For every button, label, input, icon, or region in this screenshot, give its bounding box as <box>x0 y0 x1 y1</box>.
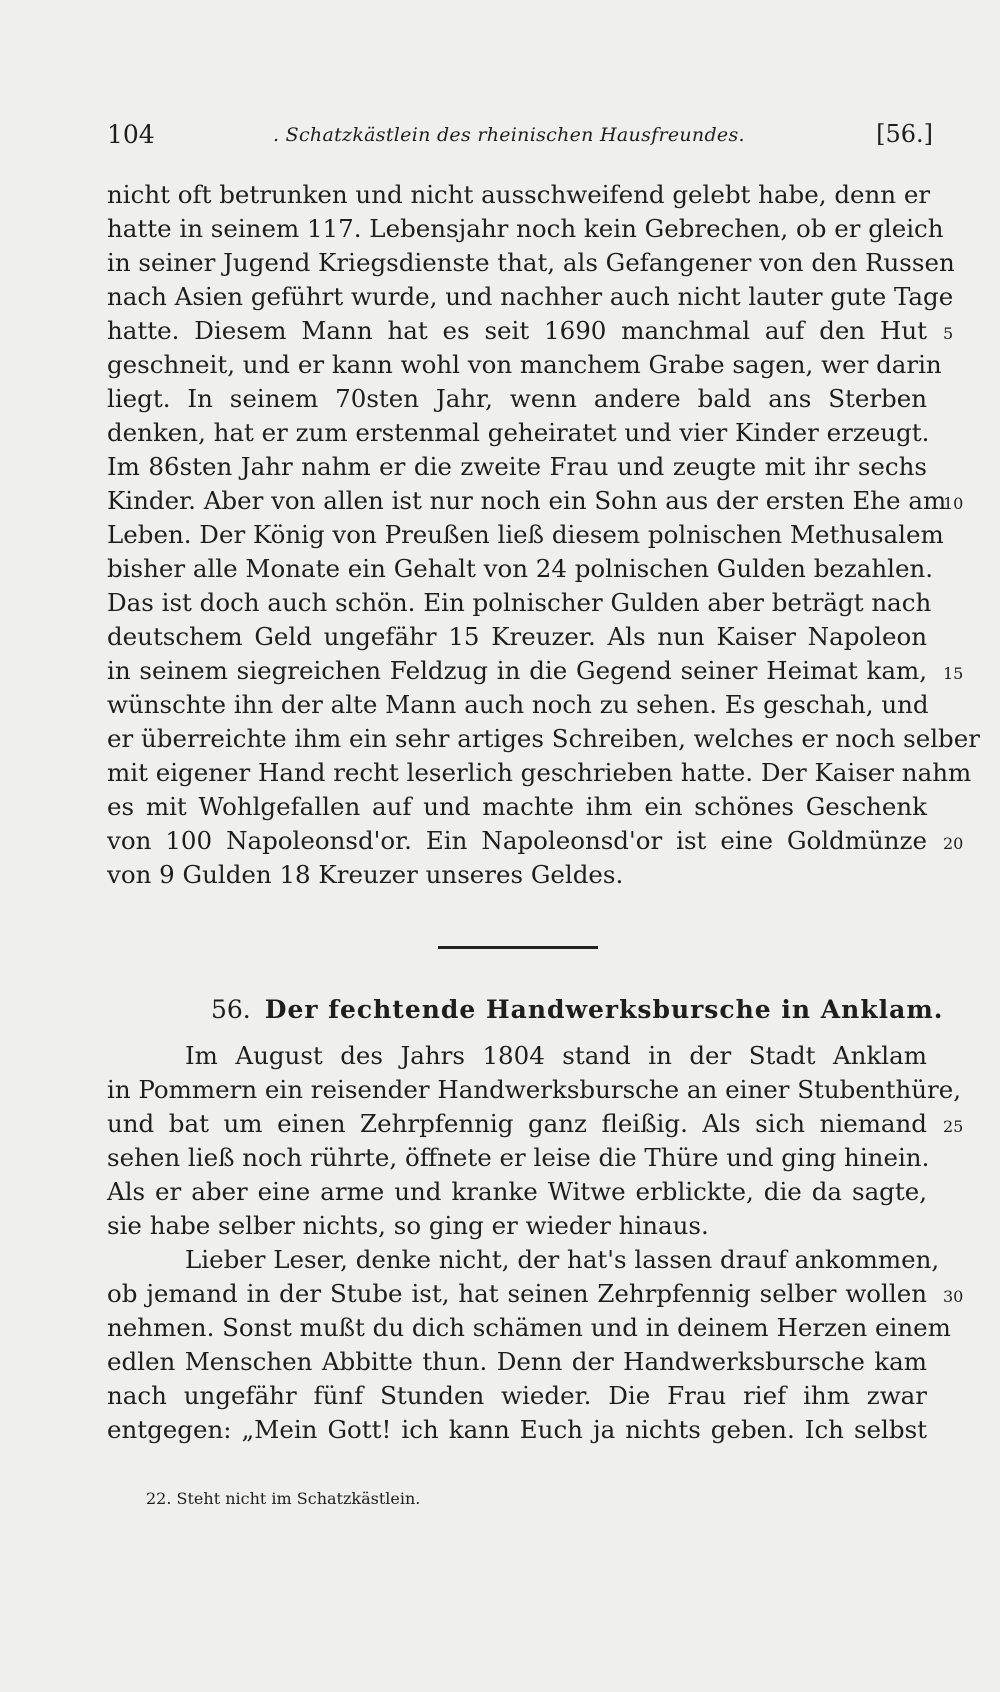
section-divider <box>438 946 598 949</box>
text-line: Im August des Jahrs 1804 stand in der Stadt Anklam <box>185 1041 927 1070</box>
text-line: entgegen: „Mein Gott! ich kann Euch ja nichts geben. Ich selbst <box>107 1415 927 1444</box>
text-line: sehen ließ noch rührte, öffnete er leise die Thüre und ging hinein. <box>107 1143 930 1172</box>
text-line: Das ist doch auch schön. Ein polnischer Gulden aber beträgt nach <box>107 588 932 617</box>
text-line: edlen Menschen Abbitte thun. Denn der Handwerksbursche kam <box>107 1347 927 1376</box>
margin-line-number: 30 <box>943 1287 964 1306</box>
story-number: 56. <box>211 995 251 1024</box>
text-line: mit eigener Hand recht leserlich geschrieben hatte. Der Kaiser nahm <box>107 758 972 787</box>
margin-line-number: 25 <box>943 1117 964 1136</box>
margin-line-number: 20 <box>943 834 964 853</box>
text-line: hatte in seinem 117. Lebensjahr noch kein Gebrechen, ob er gleich <box>107 214 944 243</box>
text-line: nach ungefähr fünf Stunden wieder. Die Frau rief ihm zwar <box>107 1381 927 1410</box>
page-header <box>107 120 933 156</box>
text-line: denken, hat er zum erstenmal geheiratet und vier Kinder erzeugt. <box>107 418 930 447</box>
text-line: liegt. In seinem 70sten Jahr, wenn andere bald ans Sterben <box>107 384 927 413</box>
text-line: Kinder. Aber von allen ist nur noch ein Sohn aus der ersten Ehe am <box>107 486 947 515</box>
text-line: geschneit, und er kann wohl von manchem Grabe sagen, wer darin <box>107 350 942 379</box>
text-line: bisher alle Monate ein Gehalt von 24 polnischen Gulden bezahlen. <box>107 554 934 583</box>
text-line: in seinem siegreichen Feldzug in die Gegend seiner Heimat kam, <box>107 656 927 685</box>
text-line: nach Asien geführt wurde, und nachher auch nicht lauter gute Tage <box>107 282 954 311</box>
page-number: 104 <box>107 120 155 149</box>
text-line: wünschte ihn der alte Mann auch noch zu sehen. Es geschah, und <box>107 690 929 719</box>
story-title: Der fechtende Handwerksbursche in Anklam. <box>264 995 944 1024</box>
text-line: nehmen. Sonst mußt du dich schämen und in deinem Herzen einem <box>107 1313 951 1342</box>
text-line: deutschem Geld ungefähr 15 Kreuzer. Als nun Kaiser Napoleon <box>107 622 927 651</box>
text-line: Im 86sten Jahr nahm er die zweite Frau und zeugte mit ihr sechs <box>107 452 927 481</box>
text-line: in Pommern ein reisender Handwerksbursche an einer Stubenthüre, <box>107 1075 961 1104</box>
text-line: und bat um einen Zehrpfennig ganz fleißig. Als sich niemand <box>107 1109 927 1138</box>
section-reference: [56.] <box>876 120 933 148</box>
story-heading <box>211 993 944 1027</box>
text-line: in seiner Jugend Kriegsdienste that, als Gefangener von den Russen <box>107 248 955 277</box>
text-line: ob jemand in der Stube ist, hat seinen Zehrpfennig selber wollen <box>107 1279 927 1308</box>
text-line: nicht oft betrunken und nicht ausschweifend gelebt habe, denn er <box>107 180 931 209</box>
margin-line-number: 10 <box>943 494 964 513</box>
text-line: von 100 Napoleonsd'or. Ein Napoleonsd'or ist eine Goldmünze <box>107 826 927 855</box>
text-line: Lieber Leser, denke nicht, der hat's lassen drauf ankommen, <box>185 1245 940 1274</box>
running-title: . Schatzkästlein des rheinischen Hausfreundes. <box>273 124 745 146</box>
text-line: Leben. Der König von Preußen ließ diesem polnischen Methusalem <box>107 520 944 549</box>
text-line: es mit Wohlgefallen auf und machte ihm ein schönes Geschenk <box>107 792 927 821</box>
text-line: sie habe selber nichts, so ging er wieder hinaus. <box>107 1211 709 1240</box>
margin-line-number: 5 <box>943 324 954 343</box>
footnote: 22. Steht nicht im Schatzkästlein. <box>146 1489 421 1508</box>
text-line: er überreichte ihm ein sehr artiges Schreiben, welches er noch selber <box>107 724 980 753</box>
text-line: Als er aber eine arme und kranke Witwe erblickte, die da sagte, <box>107 1177 927 1206</box>
text-line: hatte. Diesem Mann hat es seit 1690 manchmal auf den Hut <box>107 316 927 345</box>
text-line: von 9 Gulden 18 Kreuzer unseres Geldes. <box>107 860 624 889</box>
margin-line-number: 15 <box>943 664 964 683</box>
